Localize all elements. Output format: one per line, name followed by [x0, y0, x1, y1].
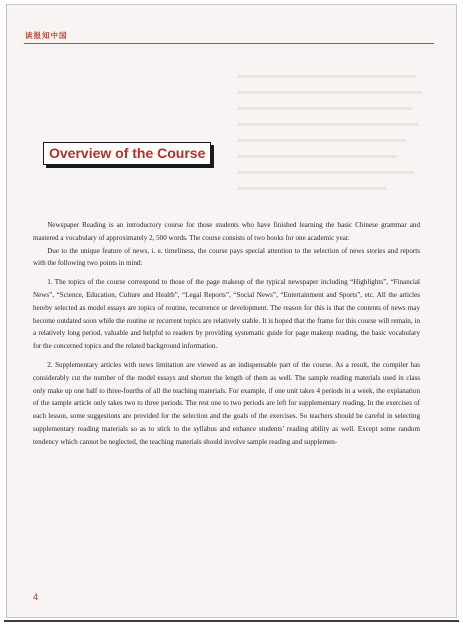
bottom-rule	[4, 620, 459, 622]
section-title: Overview of the Course	[43, 142, 211, 165]
paragraph: Newspaper Reading is an introductory course for those students who have finished learning the basic Chinese grammar and mastered a vocabulary of approximately 2, 500 words. The course consists of two books for one academic year.	[33, 221, 420, 242]
show-through	[237, 91, 422, 94]
header-rule	[24, 43, 434, 44]
show-through	[237, 187, 387, 190]
paragraph: 1. The topics of the course correspond to those of the page makeup of the typical newspaper including “Highlights”, “Financial News”, “Science, Education, Culture and Health”, “Legal Reports”, “Social News”, “Entertainment and Sports”, etc. All the articles hereby selected as model essays are topics of routine, recurrence or development. The reason for this is that the contents of news may become outdated soon while the routine or recurrent topics are relatively stable. It is hoped that the frame for this course will remain, in a relatively long period, valuable and helpful to readers by providing systematic guide for page makeup reading, the basic vocabulary for the concerned topics and the related background information.	[33, 278, 420, 351]
show-through	[237, 75, 417, 78]
paragraph: Due to the unique feature of news, i. e. timeliness, the course pays special attention to the selection of news stories and reports with the following two points in mind:	[33, 246, 420, 268]
body-text	[33, 219, 420, 449]
paragraph: 2. Supplementary articles with news limitation are viewed as an indispensable part of the course. As a result, the compiler has considerably cut the number of the model essays and shorten the length of them as well. The sample reading materials used in class only make up one half to three-fourths of all the teaching materials. For example, if one unit takes 4 periods in a week, the explanation of the sample article only takes two to three periods. The rest one to two periods are left for supplementary reading. In the exercises of each lesson, some suggestions are provided for the selection and the goals of the exercises. So teachers should be careful in selecting supplementary reading materials so as to stick to the syllabus and enhance students’ reading ability as well. Except some random tendency which cannot be neglected, the teaching materials should involve sample reading and supplemen-	[33, 360, 420, 446]
show-through	[237, 107, 412, 110]
running-header: 读报知中国	[25, 31, 68, 40]
show-through	[237, 123, 419, 126]
show-through	[237, 139, 407, 142]
page-number: 4	[33, 592, 39, 602]
show-through	[237, 155, 397, 158]
show-through	[237, 171, 415, 174]
